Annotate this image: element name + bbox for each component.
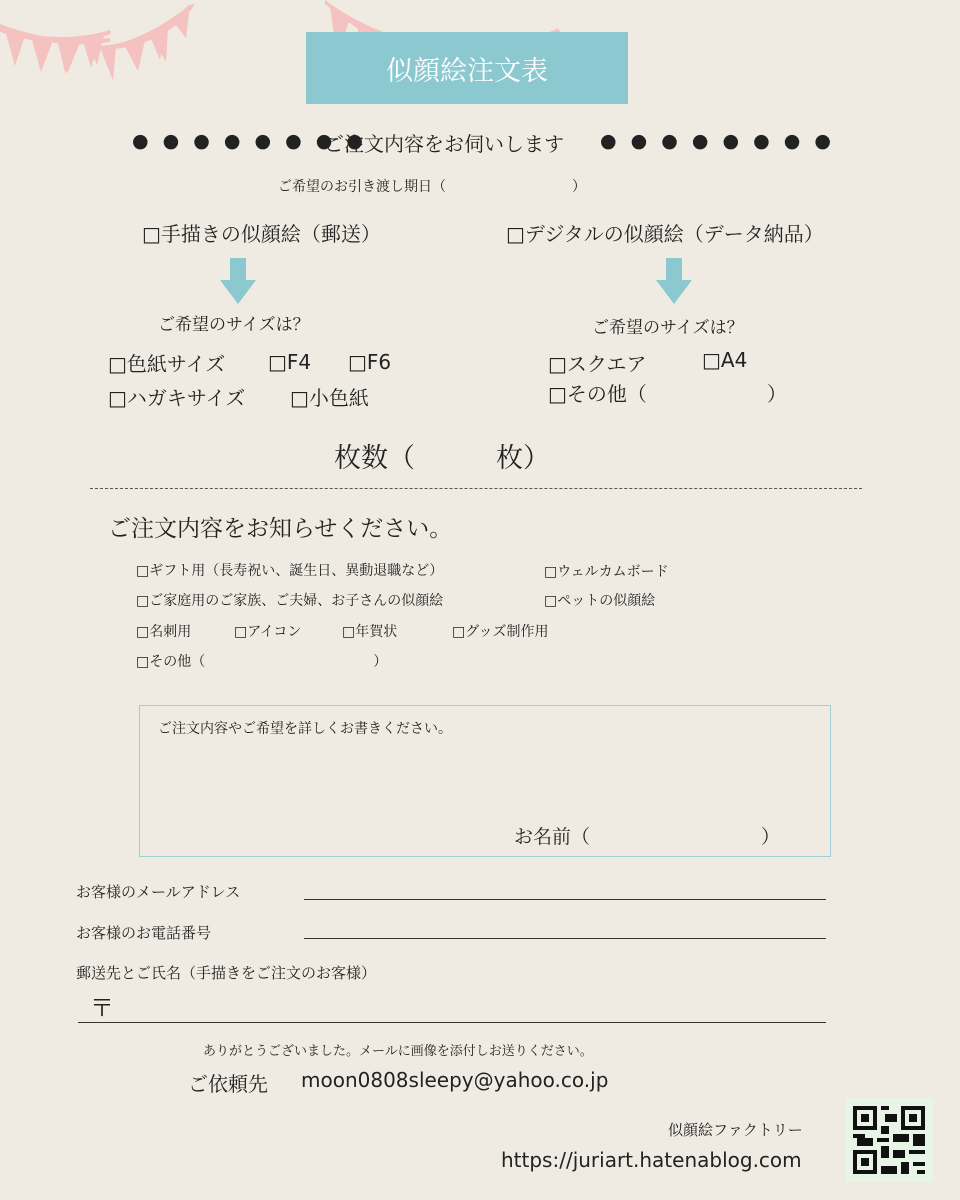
size-question: ご希望のサイズは？	[592, 318, 744, 338]
size-postcard[interactable]: □ハガキサイズ	[108, 386, 246, 410]
dots: ● ● ● ● ● ● ● ●	[132, 130, 367, 152]
option-handdrawn[interactable]: □手描きの似顔絵（郵送）	[142, 222, 381, 246]
divider	[90, 488, 862, 489]
size-f6[interactable]: □F6	[348, 350, 392, 374]
size-a4[interactable]: □A4	[702, 348, 748, 372]
website-link[interactable]: https://juriart.hatenablog.com	[501, 1148, 802, 1172]
size-square[interactable]: □スクエア	[548, 352, 647, 376]
phone-input[interactable]	[304, 938, 826, 939]
thanks-text: ありがとうございました。メールに画像を添付しお送りください。	[203, 1044, 593, 1059]
delivery-date-field[interactable]: ご希望のお引き渡し期日（ ）	[278, 179, 586, 195]
details-prompt: ご注文内容やご希望を詳しくお書きください。	[158, 721, 452, 737]
brand-name: 似顔絵ファクトリー	[668, 1121, 803, 1139]
page-title: 似顔絵注文表	[306, 32, 628, 104]
dots: ● ● ● ● ● ● ● ●	[600, 130, 835, 152]
address-input[interactable]	[78, 1022, 826, 1023]
purpose-welcome-board[interactable]: □ウェルカムボード	[544, 564, 669, 580]
request-label: ご依頼先	[188, 1072, 268, 1096]
arrow-down-icon	[656, 258, 692, 304]
email-label: お客様のメールアドレス	[76, 883, 241, 901]
email-input[interactable]	[304, 899, 826, 900]
postal-mark: 〒	[90, 994, 114, 1022]
purpose-goods[interactable]: □グッズ制作用	[452, 624, 549, 640]
section-heading: ご注文内容をお知らせください。	[108, 516, 453, 542]
purpose-icon[interactable]: □アイコン	[234, 624, 302, 640]
phone-label: お客様のお電話番号	[76, 924, 212, 942]
details-textarea[interactable]	[139, 705, 831, 857]
purpose-new-year-card[interactable]: □年賀状	[342, 624, 398, 640]
option-digital[interactable]: □デジタルの似顔絵（データ納品）	[506, 222, 824, 246]
purpose-family[interactable]: □ご家庭用のご家族、ご夫婦、お子さんの似顔絵	[136, 593, 444, 609]
name-field[interactable]: お名前（ ）	[514, 826, 781, 848]
contact-email[interactable]: moon0808sleepy@yahoo.co.jp	[301, 1068, 609, 1092]
purpose-other[interactable]: □その他（ ）	[136, 654, 388, 670]
size-shikishi[interactable]: □色紙サイズ	[108, 352, 226, 376]
purpose-business-card[interactable]: □名刺用	[136, 624, 192, 640]
quantity-field[interactable]: 枚数（ 枚）	[334, 443, 550, 474]
purpose-pet[interactable]: □ペットの似顔絵	[544, 593, 656, 609]
size-question: ご希望のサイズは？	[158, 315, 310, 335]
qr-code	[845, 1098, 933, 1182]
address-label: 郵送先とご氏名（手描きをご注文のお客様）	[76, 964, 377, 982]
size-f4[interactable]: □F4	[268, 350, 312, 374]
arrow-down-icon	[220, 258, 256, 304]
purpose-gift[interactable]: □ギフト用（長寿祝い、誕生日、異動退職など）	[136, 563, 444, 579]
size-other[interactable]: □その他（ ）	[548, 382, 787, 406]
section-heading: ご注文内容をお伺いします	[324, 132, 564, 156]
size-small-shikishi[interactable]: □小色紙	[290, 386, 369, 410]
